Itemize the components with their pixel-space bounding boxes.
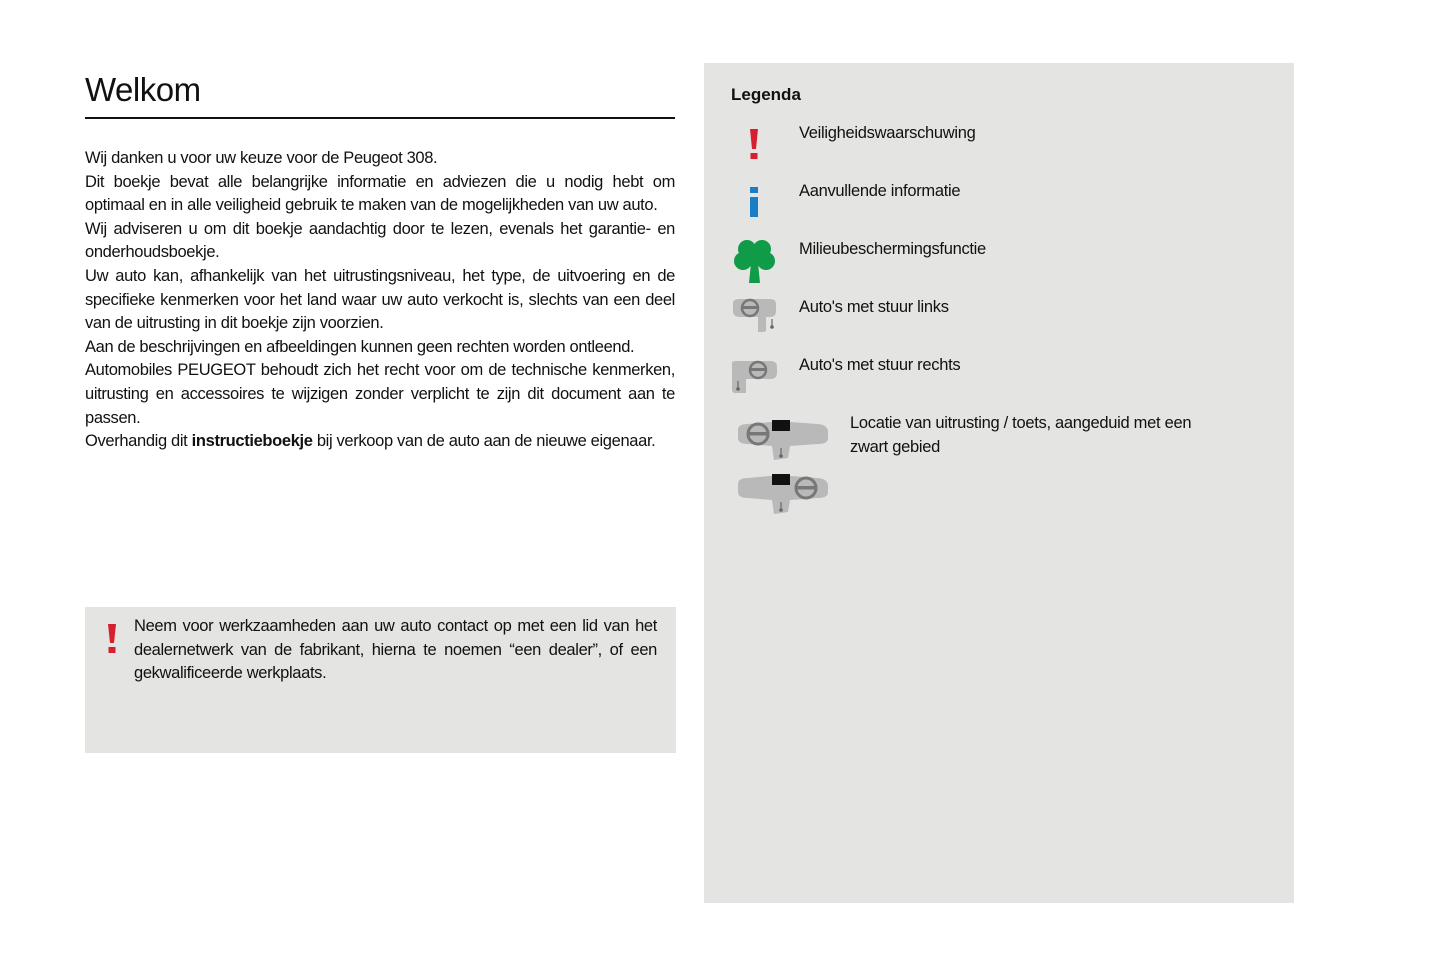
handover-text-before: Overhandig dit [85, 432, 192, 451]
legend-title: Legenda [731, 85, 801, 104]
intro-paragraph: Wij adviseren u om dit boekje aandachtig door te lezen, evenals het garantie- en onderhoudsboekje. [85, 219, 675, 262]
intro-paragraph: Automobiles PEUGEOT behoudt zich het recht voor om de technische kenmerken, uitrusting en accessoires te wijzigen zonder verplicht te zijn dit document aan te passen. [85, 361, 675, 427]
intro-text [85, 147, 675, 454]
warning-text: Neem voor werkzaamheden aan uw auto contact op met een lid van het dealernetwerk van de fabrikant, hierna te noemen “een dealer”, of een gekwalificeerde werkplaats. [134, 617, 657, 683]
intro-paragraph: Aan de beschrijvingen en afbeeldingen kunnen geen rechten worden ontleend. [85, 337, 635, 356]
handover-bold-text: instructieboekje [191, 432, 313, 451]
page-title: Welkom [85, 71, 201, 108]
tree-icon [734, 237, 776, 285]
legend-label: Auto's met stuur rechts [799, 356, 961, 374]
legend-label: Auto's met stuur links [799, 298, 949, 316]
dashboard-location-icon [734, 470, 830, 516]
right-hand-drive-icon [730, 355, 782, 395]
exclamation-icon [103, 619, 121, 659]
legend-label: Milieubeschermingsfunctie [799, 240, 986, 258]
handover-paragraph [85, 430, 675, 454]
legend-label: Aanvullende informatie [799, 182, 961, 200]
intro-paragraph: Uw auto kan, afhankelijk van het uitrustingsniveau, het type, de uitvoering en de specifieke kenmerken voor het land waar uw auto verkocht is, slechts van een deel van de uitrusting in dit boekje zijn voorzien. [85, 266, 675, 333]
dashboard-location-icon [734, 416, 830, 462]
left-hand-drive-icon [730, 295, 782, 333]
legend-label: Veiligheidswaarschuwing [799, 124, 976, 142]
intro-paragraph: Wij danken u voor uw keuze voor de Peugeot 308. [85, 149, 438, 167]
legend-label: Locatie van uitrusting / toets, aangeduid met een zwart gebied [850, 414, 1192, 456]
dealer-warning-box [85, 607, 676, 753]
exclamation-icon [745, 127, 763, 163]
handover-text-after: bij verkoop van de auto aan de nieuwe eigenaar. [312, 432, 656, 451]
intro-paragraph: Dit boekje bevat alle belangrijke informatie en adviezen die u nodig hebt om optimaal en in alle veiligheid gebruik te maken van de mogelijkheden van uw auto. [85, 172, 675, 215]
info-icon [745, 185, 763, 221]
title-divider [85, 117, 675, 119]
legend-panel [704, 63, 1294, 903]
